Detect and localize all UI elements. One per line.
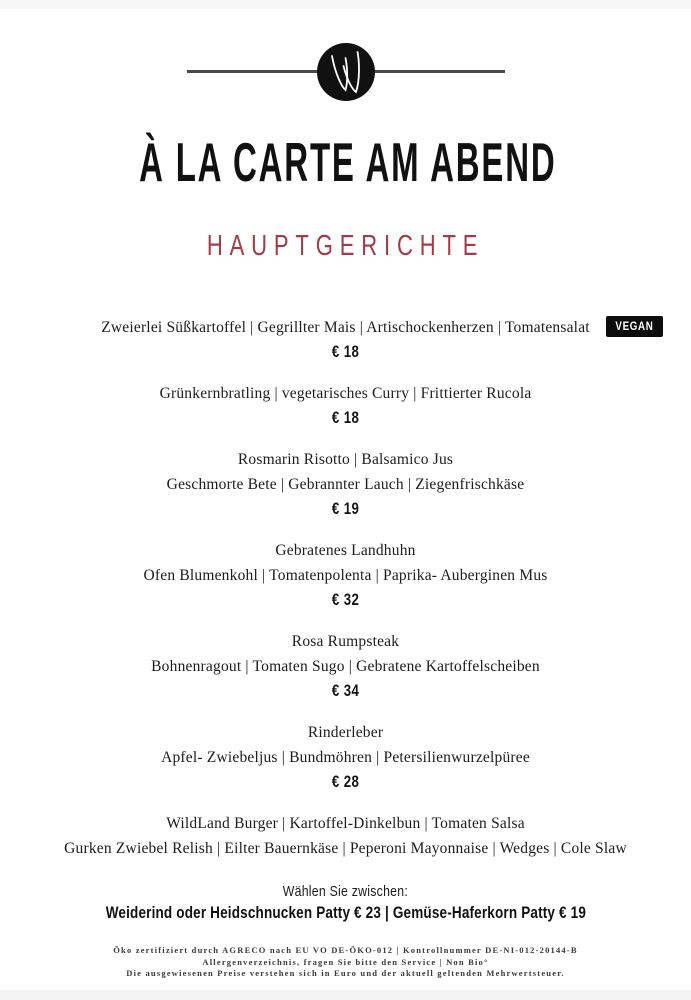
patty-choice-options-row: [0, 903, 691, 924]
page-title-text: À LA CARTE AM ABEND: [139, 131, 557, 193]
vegan-badge-label: VEGAN: [615, 321, 654, 333]
dish-title: WildLand Burger | Kartoffel-Dinkelbun | Tomaten Salsa: [166, 815, 525, 832]
dish-price: € 18: [331, 342, 360, 361]
page-edge-bottom: [0, 990, 691, 1000]
vegan-badge: [606, 316, 663, 337]
dish-price: € 34: [331, 681, 360, 700]
dish-title: Gebratenes Landhuhn: [275, 542, 416, 559]
section-heading: [0, 230, 691, 263]
dish-price-row: [0, 406, 691, 430]
section-heading-text: HAUPTGERICHTE: [206, 230, 485, 262]
patty-choice-label-row: [0, 882, 691, 901]
menu-item: [0, 447, 691, 521]
logo-divider: [187, 42, 505, 102]
menu-item: [0, 811, 691, 861]
dish-description: Gurken Zwiebel Relish | Eilter Bauernkäse | Peperoni Mayonnaise | Wedges | Cole Slaw: [64, 840, 627, 857]
page-edge-top: [0, 0, 691, 9]
menu-list: [0, 315, 691, 924]
dish-title: Rosmarin Risotto | Balsamico Jus: [237, 451, 454, 468]
patty-choice-label: Wählen Sie zwischen:: [282, 883, 409, 900]
menu-item: [0, 315, 691, 364]
dish-description: Ofen Blumenkohl | Tomatenpolenta | Paprika- Auberginen Mus: [143, 567, 548, 584]
dish-price-row: [0, 497, 691, 521]
allergen-note: Allergenverzeichnis, fragen Sie bitte den Service | Non Bio°: [202, 956, 489, 967]
dish-description: Apfel- Zwiebeljus | Bundmöhren | Petersilienwurzelpüree: [161, 749, 530, 766]
dish-price: € 18: [331, 408, 360, 427]
menu-item: [0, 629, 691, 703]
price-note: Die ausgewiesenen Preise verstehen sich in Euro und der aktuell geltenden Mehrwertsteuer.: [126, 968, 565, 978]
dish-price-row: [0, 340, 691, 364]
dish-description: Geschmorte Bete | Gebrannter Lauch | Ziegenfrischkäse: [166, 476, 525, 493]
menu-item: [0, 720, 691, 794]
dish-price: € 19: [331, 499, 360, 518]
dish-title: Rosa Rumpsteak: [291, 633, 400, 650]
footnotes: [0, 945, 691, 980]
dish-price-row: [0, 588, 691, 612]
dish-price-row: [0, 679, 691, 703]
dish-price: € 28: [331, 772, 360, 791]
page-title: [0, 130, 691, 194]
w-monogram-icon: [316, 42, 376, 102]
dish-price-row: [0, 770, 691, 794]
patty-choice-options: Weiderind oder Heidschnucken Patty € 23 | Gemüse-Haferkorn Patty € 19: [105, 904, 586, 922]
dish-description: Zweierlei Süßkartoffel | Gegrillter Mais | Artischockenherzen | Tomatensalat: [101, 319, 590, 336]
dish-title: Rinderleber: [307, 724, 384, 741]
dish-price: € 32: [331, 590, 360, 609]
dish-description: Bohnenragout | Tomaten Sugo | Gebratene Kartoffelscheiben: [151, 658, 540, 675]
restaurant-logo: [316, 42, 376, 102]
patty-choice: [0, 882, 691, 924]
dish-description: Grünkernbratling | vegetarisches Curry | Frittierter Rucola: [159, 385, 532, 402]
menu-item: [0, 381, 691, 430]
menu-item: [0, 538, 691, 612]
certification-note: Öko zertifiziert durch AGRECO nach EU VO DE-ÖKO-012 | Kontrollnummer DE-NI-012-20144-B: [113, 945, 578, 955]
